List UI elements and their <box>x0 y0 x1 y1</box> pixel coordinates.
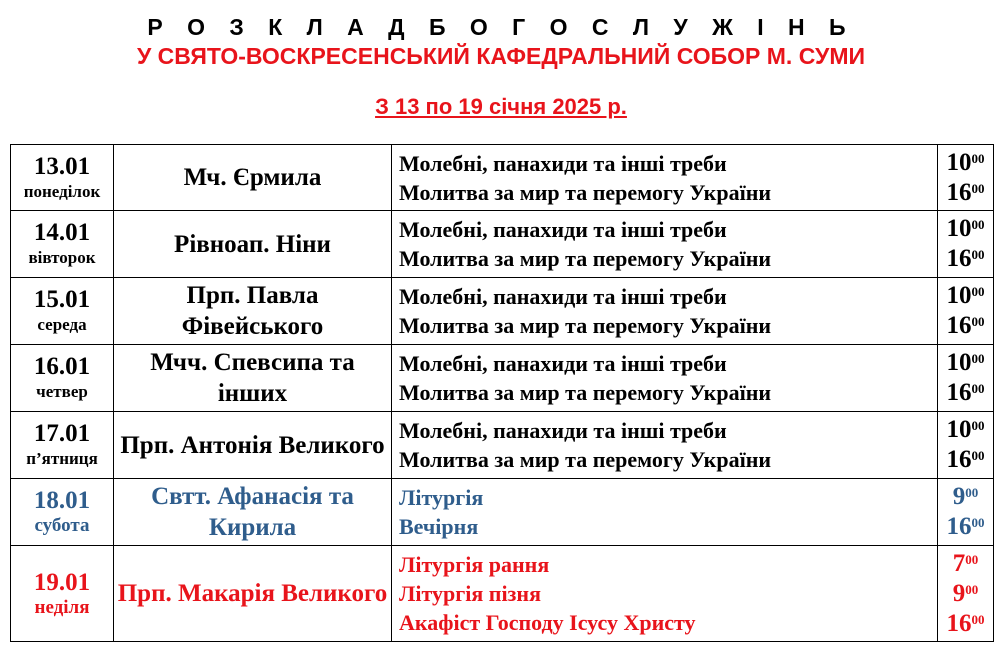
weekday-label: вівторок <box>28 248 96 267</box>
time-minutes: 00 <box>971 418 985 433</box>
service-time <box>938 579 993 609</box>
time-hour: 10 <box>946 215 972 242</box>
service-time <box>938 178 993 208</box>
date-number: 19.01 <box>33 568 91 596</box>
weekday-label: неділя <box>34 596 90 618</box>
date-cell <box>11 345 114 412</box>
feast-saint: Прп. Антонія Великого <box>114 412 392 479</box>
service-time <box>938 415 993 445</box>
service-name: Молебні, панахиди та інші треби <box>399 351 727 376</box>
service-name: Молебні, панахиди та інші треби <box>399 418 727 443</box>
service-time <box>938 214 993 244</box>
weekday-label: понеділок <box>23 181 101 201</box>
time-minutes: 00 <box>965 551 979 567</box>
date-range: З 13 по 19 січня 2025 р. <box>375 94 627 119</box>
time-minutes: 00 <box>971 150 985 166</box>
time-minutes: 00 <box>971 515 985 530</box>
time-hour: 10 <box>946 416 972 443</box>
time-hour: 16 <box>946 379 972 406</box>
date-number: 18.01 <box>33 487 91 514</box>
time-hour: 16 <box>946 513 972 540</box>
schedule-row <box>11 145 994 211</box>
service-name: Молитва за мир та перемогу України <box>399 313 772 338</box>
time-minutes: 00 <box>971 351 985 366</box>
date-number: 13.01 <box>33 152 91 180</box>
service-name: Літургія пізня <box>399 581 541 606</box>
service-name: Молитва за мир та перемогу України <box>399 246 772 271</box>
times-cell <box>938 278 994 345</box>
schedule-title: Р О З К Л А Д Б О Г О С Л У Ж І Н Ь <box>147 14 855 40</box>
date-number: 15.01 <box>33 286 91 313</box>
schedule-row <box>11 278 994 345</box>
services-cell <box>392 278 938 345</box>
service-time <box>938 609 993 639</box>
services-cell <box>392 211 938 278</box>
time-hour: 10 <box>946 148 972 176</box>
service-name: Молебні, панахиди та інші треби <box>399 284 727 309</box>
service-name: Вечірня <box>399 514 479 539</box>
service-name: Літургія <box>399 485 484 510</box>
feast-saint: Мчч. Спевсипа та інших <box>114 345 392 412</box>
service-time <box>938 549 993 579</box>
service-time <box>938 281 993 311</box>
service-name: Молебні, панахиди та інші треби <box>399 150 727 176</box>
schedule-table <box>10 144 994 642</box>
weekday-label: середа <box>37 315 87 334</box>
times-cell <box>938 479 994 546</box>
services-cell <box>392 479 938 546</box>
date-cell <box>11 412 114 479</box>
service-time <box>938 512 993 542</box>
times-cell <box>938 546 994 642</box>
service-name: Молебні, панахиди та інші треби <box>399 217 727 242</box>
time-hour: 7 <box>952 549 966 577</box>
time-minutes: 00 <box>971 448 985 463</box>
service-name: Молитва за мир та перемогу України <box>399 380 772 405</box>
service-time <box>938 311 993 341</box>
schedule-row <box>11 412 994 479</box>
schedule-row <box>11 211 994 278</box>
feast-saint: Рівноап. Ніни <box>114 211 392 278</box>
cathedral-name: У СВЯТО-ВОСКРЕСЕНСЬКИЙ КАФЕДРАЛЬНИЙ СОБОР М. СУМИ <box>136 43 866 69</box>
service-time <box>938 378 993 408</box>
time-minutes: 00 <box>971 611 985 627</box>
service-time <box>938 482 993 512</box>
time-hour: 10 <box>946 349 972 376</box>
schedule-row <box>11 345 994 412</box>
date-cell <box>11 278 114 345</box>
schedule-row <box>11 479 994 546</box>
time-minutes: 00 <box>971 381 985 396</box>
time-minutes: 00 <box>971 284 985 299</box>
time-hour: 16 <box>946 178 972 206</box>
service-time <box>938 348 993 378</box>
date-cell <box>11 211 114 278</box>
times-cell <box>938 412 994 479</box>
service-time <box>938 148 993 178</box>
time-minutes: 00 <box>971 314 985 329</box>
time-hour: 10 <box>946 282 972 309</box>
service-name: Молитва за мир та перемогу України <box>399 179 772 205</box>
schedule-row <box>11 546 994 642</box>
services-cell <box>392 412 938 479</box>
time-hour: 16 <box>946 312 972 339</box>
time-minutes: 00 <box>971 217 985 232</box>
date-number: 17.01 <box>33 420 91 447</box>
date-cell <box>11 479 114 546</box>
services-cell <box>392 546 938 642</box>
date-number: 16.01 <box>33 353 91 380</box>
services-cell <box>392 145 938 211</box>
times-cell <box>938 211 994 278</box>
weekday-label: субота <box>34 515 90 536</box>
feast-saint: Мч. Єрмила <box>114 145 392 211</box>
service-name: Літургія рання <box>399 552 550 577</box>
time-hour: 16 <box>946 446 972 473</box>
time-hour: 9 <box>952 483 966 510</box>
service-time <box>938 445 993 475</box>
feast-saint: Прп. Макарія Великого <box>114 546 392 642</box>
feast-saint: Свтт. Афанасія та Кирила <box>114 479 392 546</box>
time-minutes: 00 <box>965 485 979 500</box>
service-name: Акафіст Господу Ісусу Христу <box>399 610 696 635</box>
times-cell <box>938 145 994 211</box>
date-cell <box>11 546 114 642</box>
service-time <box>938 244 993 274</box>
times-cell <box>938 345 994 412</box>
time-minutes: 00 <box>971 180 985 196</box>
time-hour: 9 <box>952 579 966 607</box>
time-minutes: 00 <box>971 247 985 262</box>
time-hour: 16 <box>946 245 972 272</box>
feast-saint: Прп. Павла Фівейського <box>114 278 392 345</box>
weekday-label: п’ятниця <box>26 449 98 468</box>
weekday-label: четвер <box>36 382 88 401</box>
time-minutes: 00 <box>965 581 979 597</box>
services-cell <box>392 345 938 412</box>
service-name: Молитва за мир та перемогу України <box>399 447 772 472</box>
date-cell <box>11 145 114 211</box>
date-number: 14.01 <box>33 219 91 246</box>
time-hour: 16 <box>946 609 972 637</box>
